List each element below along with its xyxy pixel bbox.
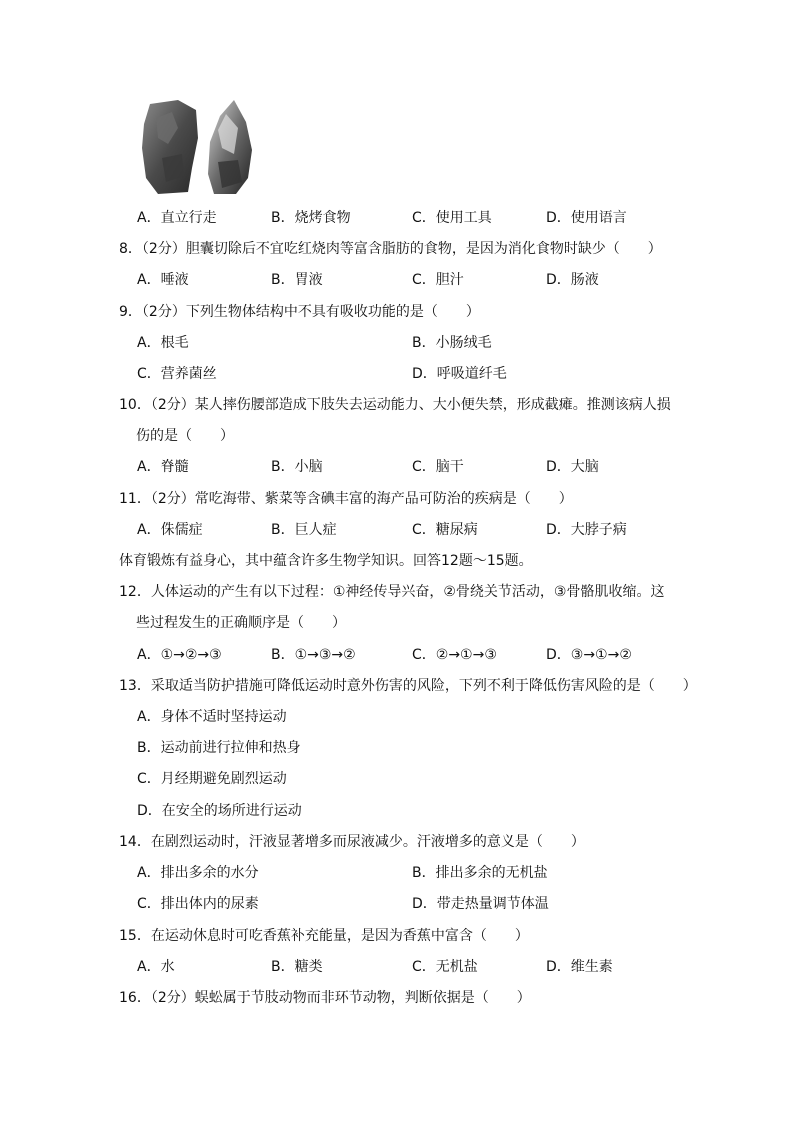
q15-option-c: C．无机盐 bbox=[412, 959, 478, 975]
q13-option-a: A．身体不适时坚持运动 bbox=[137, 709, 287, 725]
q11-option-b: B．巨人症 bbox=[271, 522, 337, 538]
q12-stem-line2: 些过程发生的正确顺序是（ ） bbox=[136, 615, 346, 631]
q11-stem: 11．（2分）常吃海带、紫菜等含碘丰富的海产品可防治的疾病是（ ） bbox=[119, 491, 573, 507]
q13-stem: 13．采取适当防护措施可降低运动时意外伤害的风险，下列不利于降低伤害风险的是（ ） bbox=[119, 678, 697, 694]
q14-option-d: D．带走热量调节体温 bbox=[412, 896, 549, 912]
q7-option-d: D．使用语言 bbox=[546, 210, 627, 226]
q9-option-c: C．营养菌丝 bbox=[137, 366, 217, 382]
q13-option-d: D．在安全的场所进行运动 bbox=[137, 803, 302, 819]
q15-option-a: A．水 bbox=[137, 959, 175, 975]
q10-stem-line1: 10．（2分）某人摔伤腰部造成下肢失去运动能力、大小便失禁，形成截瘫。推测该病人损 bbox=[119, 397, 671, 413]
q13-option-c: C．月经期避免剧烈运动 bbox=[137, 771, 287, 787]
q7-option-a: A．直立行走 bbox=[137, 210, 217, 226]
q12-stem-line1: 12．人体运动的产生有以下过程：①神经传导兴奋，②骨绕关节活动，③骨骼肌收缩。这 bbox=[119, 584, 665, 600]
q8-option-d: D．肠液 bbox=[546, 272, 599, 288]
q14-option-b: B．排出多余的无机盐 bbox=[412, 865, 548, 881]
q10-option-c: C．脑干 bbox=[412, 459, 464, 475]
q12-option-c: C．②→①→③ bbox=[412, 647, 497, 663]
q12-option-b: B．①→③→② bbox=[271, 647, 356, 663]
q8-option-c: C．胆汁 bbox=[412, 272, 464, 288]
q7-option-c: C．使用工具 bbox=[412, 210, 492, 226]
q15-option-d: D．维生素 bbox=[546, 959, 613, 975]
q12-option-d: D．③→①→② bbox=[546, 647, 632, 663]
q7-option-b: B．烧烤食物 bbox=[271, 210, 351, 226]
q11-option-a: A．侏儒症 bbox=[137, 522, 203, 538]
q13-option-b: B．运动前进行拉伸和热身 bbox=[137, 740, 301, 756]
q11-option-c: C．糖尿病 bbox=[412, 522, 478, 538]
q11-option-d: D．大脖子病 bbox=[546, 522, 627, 538]
stone-tools-image bbox=[138, 98, 258, 198]
q9-option-b: B．小肠绒毛 bbox=[412, 335, 492, 351]
q10-stem-line2: 伤的是（ ） bbox=[136, 428, 234, 444]
q8-stem: 8．（2分）胆囊切除后不宜吃红烧肉等富含脂肪的食物，是因为消化食物时缺少（ ） bbox=[119, 241, 662, 257]
q10-option-d: D．大脑 bbox=[546, 459, 599, 475]
q10-option-a: A．脊髓 bbox=[137, 459, 189, 475]
q9-option-d: D．呼吸道纤毛 bbox=[412, 366, 507, 382]
q14-option-c: C．排出体内的尿素 bbox=[137, 896, 259, 912]
q12-option-a: A．①→②→③ bbox=[137, 647, 222, 663]
q8-option-a: A．唾液 bbox=[137, 272, 189, 288]
q14-stem: 14．在剧烈运动时，汗液显著增多而尿液减少。汗液增多的意义是（ ） bbox=[119, 834, 585, 850]
q15-option-b: B．糖类 bbox=[271, 959, 323, 975]
q9-option-a: A．根毛 bbox=[137, 335, 189, 351]
q8-option-b: B．胃液 bbox=[271, 272, 323, 288]
section-intro: 体育锻炼有益身心，其中蕴含许多生物学知识。回答12题～15题。 bbox=[119, 553, 533, 569]
q9-stem: 9．（2分）下列生物体结构中不具有吸收功能的是（ ） bbox=[119, 304, 480, 320]
q10-option-b: B．小脑 bbox=[271, 459, 323, 475]
q14-option-a: A．排出多余的水分 bbox=[137, 865, 259, 881]
q15-stem: 15．在运动休息时可吃香蕉补充能量，是因为香蕉中富含（ ） bbox=[119, 928, 529, 944]
q16-stem: 16．（2分）蜈蚣属于节肢动物而非环节动物，判断依据是（ ） bbox=[119, 990, 531, 1006]
